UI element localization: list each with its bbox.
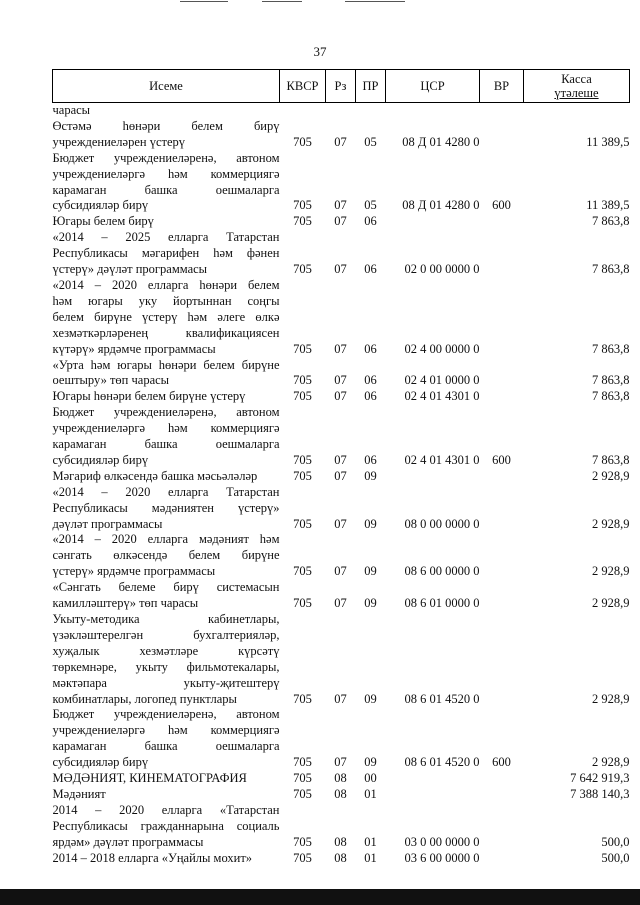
amount-cell: 7 863,8 bbox=[592, 389, 630, 404]
pr-cell: 09 bbox=[364, 468, 377, 483]
pr-cell: 06 bbox=[364, 214, 377, 229]
kvsr-cell: 705 bbox=[293, 198, 312, 213]
rz-cell: 07 bbox=[334, 134, 347, 149]
table-row bbox=[53, 787, 630, 803]
table-row bbox=[53, 612, 630, 707]
kvsr-cell: 705 bbox=[293, 214, 312, 229]
item-name-line: «2014 – 2020 елларга Татарстан bbox=[52, 484, 280, 499]
kvsr-cell: 705 bbox=[293, 786, 312, 801]
item-name-line: карамаган башка оешмаларга bbox=[52, 182, 280, 197]
item-name-line: төркемнәре, укыту фильмотекалары, bbox=[52, 659, 280, 674]
item-name-line: күтәрү» ярдәмче программасы bbox=[52, 341, 216, 356]
vr-cell bbox=[480, 358, 524, 390]
rz-cell: 08 bbox=[334, 771, 347, 786]
rz-cell: 07 bbox=[334, 691, 347, 706]
pr-cell: 05 bbox=[364, 134, 377, 149]
item-name-line: дәүләт программасы bbox=[52, 516, 163, 531]
pr-cell: 06 bbox=[364, 262, 377, 277]
kvsr-cell: 705 bbox=[293, 755, 312, 770]
amount-cell: 7 863,8 bbox=[592, 214, 630, 229]
item-name-line: Республикасы мәгарифен һәм фәнен bbox=[52, 246, 280, 261]
pr-cell: 01 bbox=[364, 850, 377, 865]
item-name-line: Республикасы мәдәниятен үстерү» bbox=[52, 500, 280, 515]
table-row bbox=[53, 707, 630, 771]
kvsr-cell: 705 bbox=[293, 341, 312, 356]
rz-cell: 07 bbox=[334, 262, 347, 277]
item-name bbox=[53, 771, 280, 787]
vr-cell bbox=[480, 851, 524, 867]
kvsr-cell: 705 bbox=[293, 262, 312, 277]
csr-cell: 02 4 01 4301 0 bbox=[404, 389, 480, 404]
item-name bbox=[53, 230, 280, 278]
item-name-line: Мәгариф өлкәсендә башка мәсьәләләр bbox=[52, 468, 258, 483]
item-name-line: учреждениеләргә һәм коммерциягә bbox=[52, 166, 280, 181]
kvsr-cell: 705 bbox=[293, 596, 312, 611]
item-name-line: хуҗалык хезмәтләре күрсәтү bbox=[52, 643, 280, 658]
table-row bbox=[53, 358, 630, 390]
vr-cell bbox=[480, 103, 524, 119]
item-name-line: һәм югары уку йортыннан соңгы bbox=[52, 293, 280, 308]
csr-cell: 08 Д 01 4280 0 bbox=[402, 134, 480, 149]
item-name-line: МӘДӘНИЯТ, КИНЕМАТОГРАФИЯ bbox=[52, 771, 247, 786]
table-row bbox=[53, 405, 630, 469]
table-row bbox=[53, 851, 630, 867]
table-row bbox=[53, 103, 630, 119]
amount-cell: 11 389,5 bbox=[586, 134, 630, 149]
pr-cell: 06 bbox=[364, 373, 377, 388]
table-row bbox=[53, 214, 630, 230]
item-name bbox=[53, 469, 280, 485]
header-name: Исеме bbox=[53, 70, 280, 103]
rz-cell: 07 bbox=[334, 341, 347, 356]
vr-cell: 600 bbox=[492, 198, 511, 213]
item-name-line: Бюджет учреждениеләренә, автоном bbox=[52, 150, 280, 165]
table-row bbox=[53, 580, 630, 612]
item-name-line: мәктәпара укыту-җитештерү bbox=[52, 675, 280, 690]
kvsr-cell: 705 bbox=[293, 373, 312, 388]
csr-cell: 02 4 01 4301 0 bbox=[404, 452, 480, 467]
rz-cell: 07 bbox=[334, 468, 347, 483]
rz-cell: 08 bbox=[334, 786, 347, 801]
rz-cell: 07 bbox=[334, 452, 347, 467]
header-csr: ЦСР bbox=[386, 70, 480, 103]
amount-cell: 11 389,5 bbox=[586, 198, 630, 213]
item-name-line: «Урта һәм югары һөнәри белем бирүне bbox=[52, 357, 280, 372]
rz-cell: 08 bbox=[334, 834, 347, 849]
kvsr-cell: 705 bbox=[293, 850, 312, 865]
item-name-line: учреждениеләргә һәм коммерциягә bbox=[52, 421, 280, 436]
item-name bbox=[53, 532, 280, 580]
item-name-line: хезмәткәрләренең квалификациясен bbox=[52, 325, 280, 340]
vr-cell bbox=[480, 532, 524, 580]
amount-cell: 7 863,8 bbox=[592, 452, 630, 467]
item-name-line: учреждениеләргә һәм коммерциягә bbox=[52, 723, 280, 738]
item-name-line: «Сәнгать белеме бирү системасын bbox=[52, 580, 280, 595]
item-name-line: «2014 – 2025 елларга Татарстан bbox=[52, 230, 280, 245]
item-name-line: ярдәм» дәүләт программасы bbox=[52, 834, 204, 849]
vr-cell bbox=[480, 230, 524, 278]
item-name-line: Өстәмә һөнәри белем бирү bbox=[52, 118, 280, 133]
csr-cell: 03 6 00 0000 0 bbox=[404, 850, 480, 865]
csr-cell: 08 6 00 0000 0 bbox=[404, 564, 480, 579]
bottom-scan-edge bbox=[0, 889, 640, 905]
amount-cell: 2 928,9 bbox=[592, 691, 630, 706]
page-number: 37 bbox=[313, 44, 327, 59]
amount-cell: 2 928,9 bbox=[592, 596, 630, 611]
amount-cell bbox=[524, 103, 630, 119]
item-name-line: комбинатлары, логопед пунктлары bbox=[52, 691, 237, 706]
table-header bbox=[53, 70, 630, 103]
item-name bbox=[53, 151, 280, 215]
item-name-line: үстерү» ярдәмче программасы bbox=[52, 564, 216, 579]
rz-cell: 07 bbox=[334, 516, 347, 531]
vr-cell: 600 bbox=[492, 755, 511, 770]
item-name-line: белем бирүне үстерү һәм әлеге өлкә bbox=[52, 309, 280, 324]
csr-cell: 02 0 00 0000 0 bbox=[404, 262, 480, 277]
pr-cell: 09 bbox=[364, 596, 377, 611]
kvsr-cell: 705 bbox=[293, 389, 312, 404]
item-name-line: Республикасы гражданнарына социаль bbox=[52, 818, 280, 833]
item-name-line: оештыру» төп чарасы bbox=[52, 373, 170, 388]
rz-cell: 07 bbox=[334, 373, 347, 388]
vr-cell bbox=[480, 787, 524, 803]
amount-cell: 500,0 bbox=[601, 834, 630, 849]
item-name-line: 2014 – 2020 елларга «Татарстан bbox=[52, 802, 280, 817]
pr-cell: 06 bbox=[364, 452, 377, 467]
csr-cell: 08 6 01 0000 0 bbox=[404, 596, 480, 611]
table-row bbox=[53, 230, 630, 278]
csr-cell: 02 4 00 0000 0 bbox=[404, 341, 480, 356]
pr-cell: 09 bbox=[364, 755, 377, 770]
kvsr-cell: 705 bbox=[293, 134, 312, 149]
item-name bbox=[53, 405, 280, 469]
csr-cell: 08 0 00 0000 0 bbox=[404, 516, 480, 531]
pr-cell: 00 bbox=[364, 771, 377, 786]
kvsr-cell: 705 bbox=[293, 771, 312, 786]
table-row bbox=[53, 803, 630, 851]
item-name-line: чарасы bbox=[52, 103, 91, 117]
amount-cell: 2 928,9 bbox=[592, 564, 630, 579]
amount-cell: 7 863,8 bbox=[592, 341, 630, 356]
item-name bbox=[53, 787, 280, 803]
vr-cell bbox=[480, 119, 524, 151]
kvsr-cell bbox=[280, 103, 326, 119]
item-name-line: карамаган башка оешмаларга bbox=[52, 437, 280, 452]
table-row bbox=[53, 151, 630, 215]
item-name-line: 2014 – 2018 елларга «Уңайлы мохит» bbox=[52, 850, 253, 865]
item-name-line: Югары белем бирү bbox=[52, 214, 154, 229]
vr-cell bbox=[480, 389, 524, 405]
csr-cell bbox=[386, 771, 480, 787]
item-name-line: учреждениеләрен үстерү bbox=[52, 134, 186, 149]
item-name-line: субсидияләр бирү bbox=[52, 755, 149, 770]
table-row bbox=[53, 469, 630, 485]
table-row bbox=[53, 119, 630, 151]
rz-cell: 07 bbox=[334, 564, 347, 579]
item-name-line: Югары һөнәри белем бирүне үстерү bbox=[52, 389, 246, 404]
vr-cell bbox=[480, 485, 524, 533]
header-kassa-line2: үтәлеше bbox=[554, 86, 599, 100]
item-name bbox=[53, 707, 280, 771]
vr-cell bbox=[480, 278, 524, 358]
csr-cell: 02 4 01 0000 0 bbox=[404, 373, 480, 388]
amount-cell: 7 863,8 bbox=[592, 373, 630, 388]
item-name bbox=[53, 803, 280, 851]
pr-cell: 01 bbox=[364, 786, 377, 801]
csr-cell bbox=[386, 214, 480, 230]
amount-cell: 2 928,9 bbox=[592, 468, 630, 483]
pr-cell: 09 bbox=[364, 516, 377, 531]
vr-cell bbox=[480, 612, 524, 707]
pr-cell: 01 bbox=[364, 834, 377, 849]
header-kvsr: КВСР bbox=[280, 70, 326, 103]
vr-cell bbox=[480, 803, 524, 851]
item-name bbox=[53, 278, 280, 358]
vr-cell: 600 bbox=[492, 452, 511, 467]
item-name-line: Укыту-методика кабинетлары, bbox=[52, 612, 280, 626]
amount-cell: 7 388 140,3 bbox=[570, 786, 630, 801]
amount-cell: 500,0 bbox=[601, 850, 630, 865]
table-row bbox=[53, 278, 630, 358]
kvsr-cell: 705 bbox=[293, 564, 312, 579]
vr-cell bbox=[480, 469, 524, 485]
header-rz: Рз bbox=[326, 70, 356, 103]
rz-cell: 07 bbox=[334, 198, 347, 213]
item-name-line: Бюджет учреждениеләренә, автоном bbox=[52, 405, 280, 420]
table-row bbox=[53, 485, 630, 533]
pr-cell: 06 bbox=[364, 341, 377, 356]
item-name-line: карамаган башка оешмаларга bbox=[52, 739, 280, 754]
kvsr-cell: 705 bbox=[293, 452, 312, 467]
csr-cell: 08 6 01 4520 0 bbox=[404, 755, 480, 770]
vr-cell bbox=[480, 214, 524, 230]
item-name bbox=[53, 580, 280, 612]
vr-cell bbox=[480, 771, 524, 787]
csr-cell bbox=[386, 103, 480, 119]
pr-cell: 09 bbox=[364, 564, 377, 579]
csr-cell: 03 0 00 0000 0 bbox=[404, 834, 480, 849]
item-name-line: субсидияләр бирү bbox=[52, 452, 149, 467]
pr-cell: 09 bbox=[364, 691, 377, 706]
item-name-line: «2014 – 2020 елларга һөнәри белем bbox=[52, 277, 280, 292]
header-kassa bbox=[524, 70, 630, 103]
header-kassa-line1: Касса bbox=[561, 72, 592, 86]
rz-cell: 08 bbox=[334, 850, 347, 865]
item-name-line: сәнгать өлкәсендә белем бирүне bbox=[52, 548, 280, 563]
rz-cell: 07 bbox=[334, 389, 347, 404]
rz-cell: 07 bbox=[334, 214, 347, 229]
rz-cell: 07 bbox=[334, 755, 347, 770]
item-name-line: «2014 – 2020 елларга мәдәният һәм bbox=[52, 532, 280, 547]
item-name bbox=[53, 103, 280, 119]
item-name bbox=[53, 485, 280, 533]
item-name-line: камилләштерү» төп чарасы bbox=[52, 596, 199, 611]
item-name bbox=[53, 389, 280, 405]
amount-cell: 7 642 919,3 bbox=[570, 771, 630, 786]
item-name bbox=[53, 612, 280, 707]
kvsr-cell: 705 bbox=[293, 691, 312, 706]
pr-cell bbox=[356, 103, 386, 119]
vr-cell bbox=[480, 580, 524, 612]
pr-cell: 06 bbox=[364, 389, 377, 404]
item-name-line: субсидияләр бирү bbox=[52, 198, 149, 213]
table-row bbox=[53, 771, 630, 787]
kvsr-cell: 705 bbox=[293, 468, 312, 483]
table-row bbox=[53, 389, 630, 405]
rz-cell: 07 bbox=[334, 596, 347, 611]
item-name bbox=[53, 358, 280, 390]
item-name-line: Мәдәният bbox=[52, 786, 106, 801]
kvsr-cell: 705 bbox=[293, 834, 312, 849]
item-name-line: Бюджет учреждениеләренә, автоном bbox=[52, 707, 280, 722]
table-body bbox=[53, 103, 630, 867]
amount-cell: 2 928,9 bbox=[592, 516, 630, 531]
csr-cell: 08 6 01 4520 0 bbox=[404, 691, 480, 706]
header-pr: ПР bbox=[356, 70, 386, 103]
top-edge-line bbox=[0, 0, 640, 4]
kvsr-cell: 705 bbox=[293, 516, 312, 531]
csr-cell bbox=[386, 469, 480, 485]
pr-cell: 05 bbox=[364, 198, 377, 213]
csr-cell bbox=[386, 787, 480, 803]
amount-cell: 7 863,8 bbox=[592, 262, 630, 277]
item-name-line: үстерү» дәүләт программасы bbox=[52, 262, 208, 277]
item-name bbox=[53, 119, 280, 151]
item-name-line: үзәкләштерелгән бухгалтерияләр, bbox=[52, 627, 280, 642]
header-vr: ВР bbox=[480, 70, 524, 103]
csr-cell: 08 Д 01 4280 0 bbox=[402, 198, 480, 213]
budget-table bbox=[52, 69, 630, 867]
item-name bbox=[53, 851, 280, 867]
table-row bbox=[53, 532, 630, 580]
amount-cell: 2 928,9 bbox=[592, 755, 630, 770]
item-name bbox=[53, 214, 280, 230]
rz-cell bbox=[326, 103, 356, 119]
